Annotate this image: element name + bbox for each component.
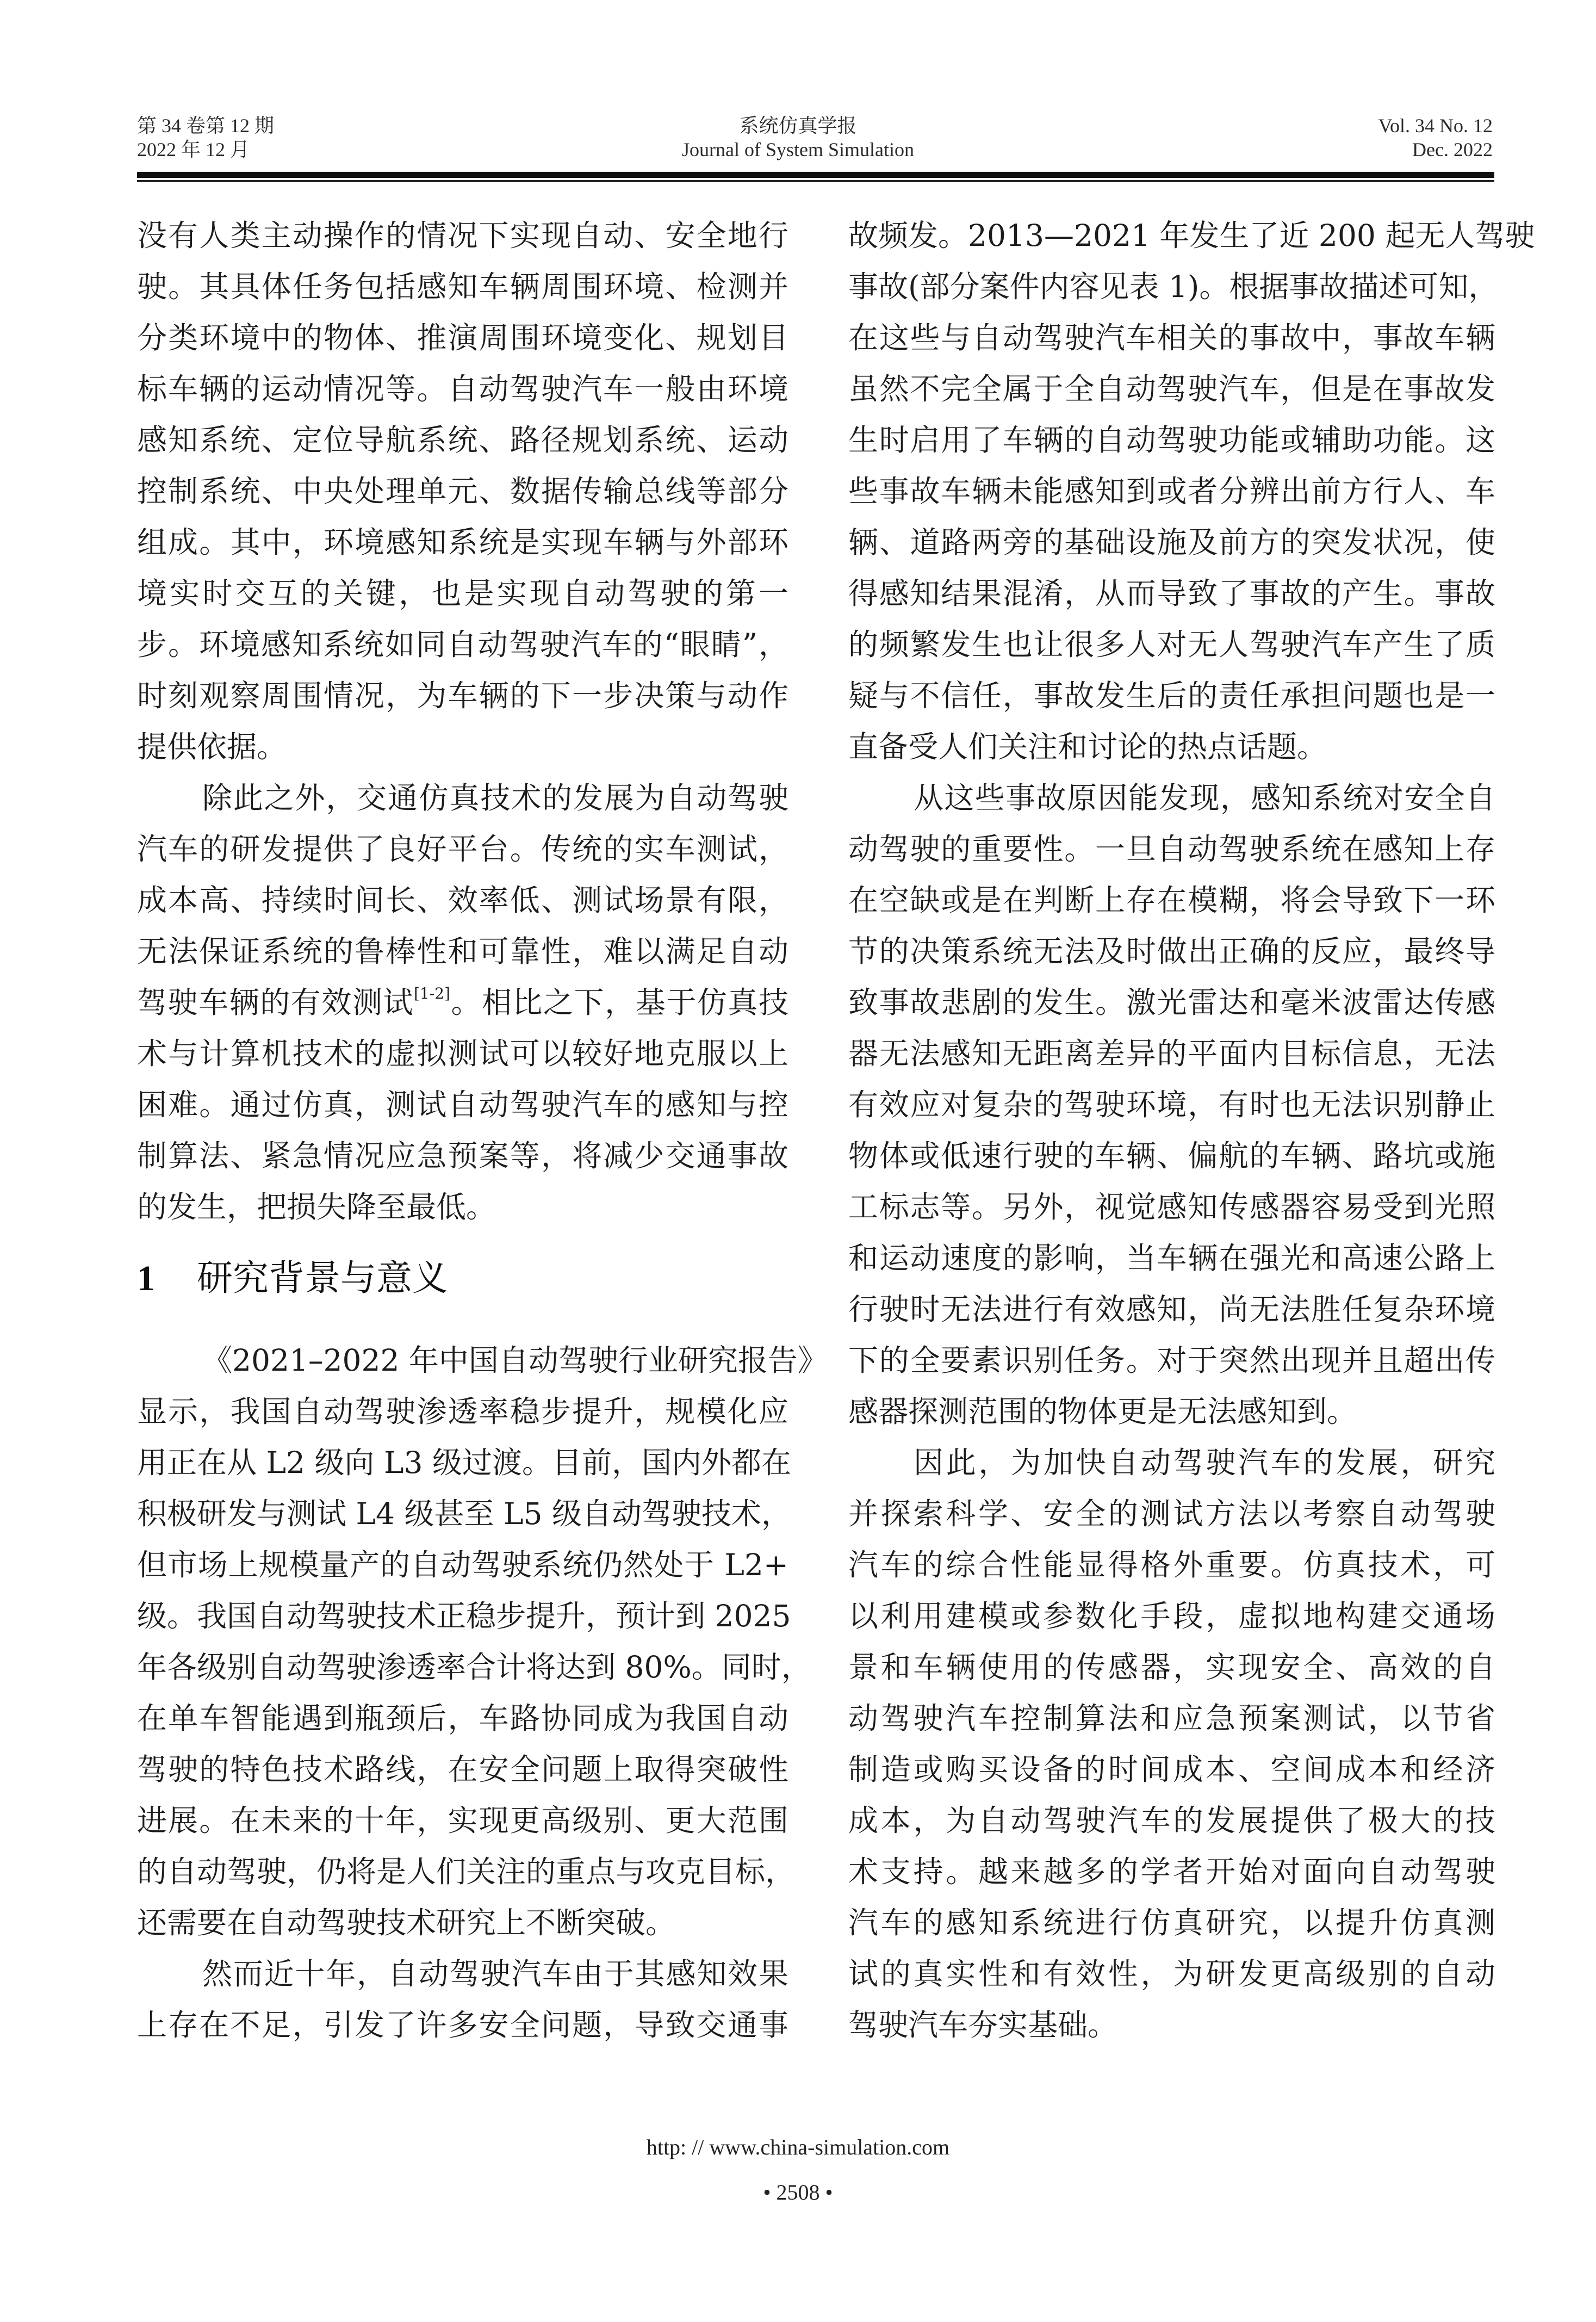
text-line: 但市场上规模量产的自动驾驶系统仍然处于 L2+ (137, 1547, 788, 1582)
header-volume-en: Vol. 34 No. 12 (1378, 115, 1493, 137)
text-line: 然而近十年，自动驾驶汽车由于其感知效果 (202, 1956, 788, 1991)
text-line: 物体或低速行驶的车辆、偏航的车辆、路坑或施 (848, 1138, 1495, 1173)
text-line: 进展。在未来的十年，实现更高级别、更大范围 (137, 1803, 788, 1838)
text-line: 年各级别自动驾驶渗透率合计将达到 80%。同时， (137, 1650, 811, 1685)
text-line: 在空缺或是在判断上存在模糊，将会导致下一环 (848, 883, 1495, 918)
text-segment: 驾驶车辆的有效测试 (137, 985, 414, 1020)
footer-url: http: // www.china-simulation.com (646, 2135, 950, 2159)
text-line: 在单车智能遇到瓶颈后，车路协同成为我国自动 (137, 1701, 788, 1736)
text-line: 成本，为自动驾驶汽车的发展提供了极大的技 (848, 1803, 1495, 1838)
text-line: 在这些与自动驾驶汽车相关的事故中，事故车辆 (848, 320, 1495, 355)
section-number: 1 (137, 1259, 155, 1298)
text-line: 故频发。2013—2021 年发生了近 200 起无人驾驶 (848, 218, 1535, 253)
text-line: 控制系统、中央处理单元、数据传输总线等部分 (137, 474, 788, 509)
text-line: 分类环境中的物体、推演周围环境变化、规划目 (137, 320, 788, 355)
text-line: 汽车的研发提供了良好平台。传统的实车测试， (137, 832, 788, 866)
text-line: 成本高、持续时间长、效率低、测试场景有限， (137, 883, 788, 918)
text-line: 并探索科学、安全的测试方法以考察自动驾驶 (848, 1496, 1495, 1531)
text-line: 除此之外，交通仿真技术的发展为自动驾驶 (202, 781, 788, 815)
text-line: 没有人类主动操作的情况下实现自动、安全地行 (137, 218, 788, 253)
text-line: 因此，为加快自动驾驶汽车的发展，研究 (914, 1445, 1495, 1480)
text-line: 显示，我国自动驾驶渗透率稳步提升，规模化应 (137, 1394, 788, 1429)
text-line: 用正在从 L2 级向 L3 级过渡。目前，国内外都在 (137, 1445, 791, 1480)
text-line: 《2021–2022 年中国自动驾驶行业研究报告》 (202, 1343, 828, 1378)
text-line: 辆、道路两旁的基础设施及前方的突发状况，使 (848, 525, 1495, 560)
text-line: 的发生，把损失降至最低。 (137, 1190, 496, 1224)
text-line: 些事故车辆未能感知到或者分辨出前方行人、车 (848, 474, 1495, 509)
text-line: 组成。其中，环境感知系统是实现车辆与外部环 (137, 525, 788, 560)
text-line: 级。我国自动驾驶技术正稳步提升，预计到 2025 (137, 1599, 791, 1633)
text-line: 和运动速度的影响，当车辆在强光和高速公路上 (848, 1241, 1495, 1275)
text-line: 动驾驶汽车控制算法和应急预案测试，以节省 (848, 1701, 1495, 1736)
text-line: 工标志等。另外，视觉感知传感器容易受到光照 (848, 1190, 1495, 1224)
text-line: 致事故悲剧的发生。激光雷达和毫米波雷达传感 (848, 985, 1495, 1020)
header-date-cn: 2022 年 12 月 (137, 139, 250, 160)
text-line: 的自动驾驶，仍将是人们关注的重点与攻克目标， (137, 1854, 796, 1889)
text-line: 直备受人们关注和讨论的热点话题。 (848, 729, 1327, 764)
text-line: 行驶时无法进行有效感知，尚无法胜任复杂环境 (848, 1292, 1495, 1327)
section-heading (137, 1254, 448, 1303)
text-line: 时刻观察周围情况，为车辆的下一步决策与动作 (137, 678, 788, 713)
text-line: 提供依据。 (137, 729, 287, 764)
text-line: 境实时交互的关键，也是实现自动驾驶的第一 (137, 576, 788, 611)
section-title: 研究背景与意义 (197, 1257, 448, 1299)
text-line: 驶。其具体任务包括感知车辆周围环境、检测并 (137, 269, 788, 304)
text-line: 上存在不足，引发了许多安全问题，导致交通事 (137, 2008, 788, 2042)
text-line: 标车辆的运动情况等。自动驾驶汽车一般由环境 (137, 371, 788, 406)
text-line: 困难。通过仿真，测试自动驾驶汽车的感知与控 (137, 1087, 788, 1122)
text-line: 生时启用了车辆的自动驾驶功能或辅助功能。这 (848, 423, 1495, 457)
text-line: 感器探测范围的物体更是无法感知到。 (848, 1394, 1357, 1429)
text-line: 试的真实性和有效性，为研发更高级别的自动 (848, 1956, 1495, 1991)
text-line: 景和车辆使用的传感器，实现安全、高效的自 (848, 1650, 1495, 1685)
text-line: 无法保证系统的鲁棒性和可靠性，难以满足自动 (137, 934, 788, 969)
text-line: 积极研发与测试 L4 级甚至 L5 级自动驾驶技术， (137, 1496, 791, 1531)
header-rule-thick (137, 172, 1494, 178)
text-line: 感知系统、定位导航系统、路径规划系统、运动 (137, 423, 788, 457)
text-segment: 。相比之下，基于仿真技 (450, 985, 788, 1020)
text-line: 事故(部分案件内容见表 1)。根据事故描述可知， (848, 269, 1499, 304)
text-line: 驾驶的特色技术路线，在安全问题上取得突破性 (137, 1752, 788, 1787)
text-line: 有效应对复杂的驾驶环境，有时也无法识别静止 (848, 1087, 1495, 1122)
text-line: 以利用建模或参数化手段，虚拟地构建交通场 (848, 1599, 1495, 1633)
text-line: 得感知结果混淆，从而导致了事故的产生。事故 (848, 576, 1495, 611)
text-line: 还需要在自动驾驶技术研究上不断突破。 (137, 1905, 676, 1940)
text-line: 制算法、紧急情况应急预案等，将减少交通事故 (137, 1138, 788, 1173)
header-issue-cn: 第 34 卷第 12 期 (137, 115, 275, 137)
header-journal-cn: 系统仿真学报 (739, 115, 857, 137)
text-line: 虽然不完全属于全自动驾驶汽车，但是在事故发 (848, 371, 1495, 406)
header-journal-en: Journal of System Simulation (682, 139, 914, 160)
text-line: 驾驶汽车夯实基础。 (848, 2008, 1118, 2042)
text-line: 术与计算机技术的虚拟测试可以较好地克服以上 (137, 1036, 788, 1071)
text-line: 节的决策系统无法及时做出正确的反应，最终导 (848, 934, 1495, 969)
header-date-en: Dec. 2022 (1412, 139, 1493, 160)
text-line: 汽车的感知系统进行仿真研究，以提升仿真测 (848, 1905, 1495, 1940)
citation-ref: [1-2] (413, 984, 450, 1002)
text-line: 动驾驶的重要性。一旦自动驾驶系统在感知上存 (848, 832, 1495, 866)
header-rule-thin (137, 180, 1494, 182)
text-line: 步。环境感知系统如同自动驾驶汽车的“眼睛”， (137, 627, 788, 662)
page-number: • 2508 • (763, 2180, 833, 2205)
text-line: 术支持。越来越多的学者开始对面向自动驾驶 (848, 1854, 1495, 1889)
text-line: 器无法感知无距离差异的平面内目标信息，无法 (848, 1036, 1495, 1071)
text-line: 下的全要素识别任务。对于突然出现并且超出传 (848, 1343, 1495, 1378)
text-line: 从这些事故原因能发现，感知系统对安全自 (914, 781, 1495, 815)
text-line: 疑与不信任，事故发生后的责任承担问题也是一 (848, 678, 1495, 713)
text-line: 制造或购买设备的时间成本、空间成本和经济 (848, 1752, 1495, 1787)
text-line: 的频繁发生也让很多人对无人驾驶汽车产生了质 (848, 627, 1495, 662)
text-line (137, 977, 788, 1028)
text-line: 汽车的综合性能显得格外重要。仿真技术，可 (848, 1547, 1495, 1582)
